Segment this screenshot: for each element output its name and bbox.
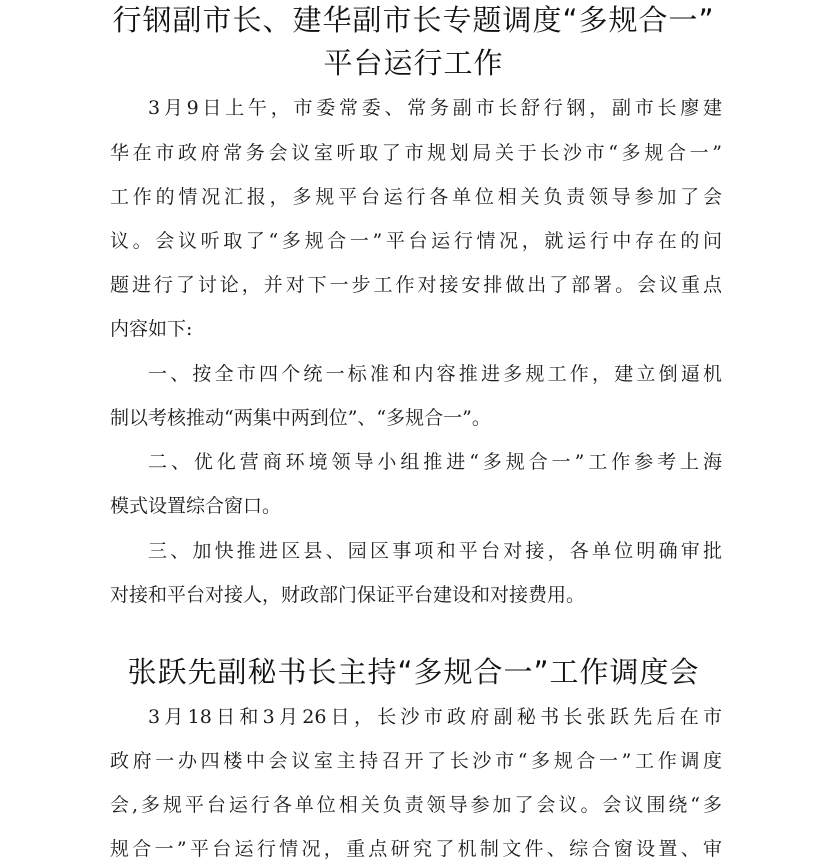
article1-item1-line: 一、按全市四个统一标准和内容推进多规工作，建立倒逼机 bbox=[148, 363, 722, 385]
article2-para-line: 规合一”平台运行情况，重点研究了机制文件、综合窗设置、审 bbox=[110, 838, 722, 860]
article1-para1-line: 题进行了讨论，并对下一步工作对接安排做出了部署。会议重点 bbox=[110, 274, 722, 296]
article1-para1-line: 议。会议听取了“多规合一”平台运行情况，就运行中存在的问 bbox=[110, 230, 722, 252]
article1-para1-line: 3月9日上午，市委常委、常务副市长舒行钢，副市长廖建 bbox=[148, 97, 722, 119]
article2-para-line: 3月18日和3月26日，长沙市政府副秘书长张跃先后在市 bbox=[148, 706, 722, 728]
article1-para1-line: 内容如下: bbox=[110, 318, 193, 340]
article2-para-line: 政府一办四楼中会议室主持召开了长沙市“多规合一”工作调度 bbox=[110, 750, 722, 772]
article1-item2-line: 二、优化营商环境领导小组推进“多规合一”工作参考上海 bbox=[148, 451, 722, 473]
article1-title-line2: 平台运行工作 bbox=[323, 46, 504, 80]
article2-para-line: 会,多规平台运行各单位相关负责领导参加了会议。会议围绕“多 bbox=[110, 794, 722, 816]
article1-item3-line: 三、加快推进区县、园区事项和平台对接，各单位明确审批 bbox=[148, 540, 722, 562]
article1-title-line1: 行钢副市长、建华副市长专题调度“多规合一” bbox=[112, 3, 715, 37]
article1-para1-line: 华在市政府常务会议室听取了市规划局关于长沙市“多规合一” bbox=[110, 142, 722, 164]
article1-item2-line: 模式设置综合窗口。 bbox=[110, 495, 282, 517]
article2-title: 张跃先副秘书长主持“多规合一”工作调度会 bbox=[127, 655, 700, 689]
article1-item3-line: 对接和平台对接人，财政部门保证平台建设和对接费用。 bbox=[110, 584, 586, 606]
article1-para1-line: 工作的情况汇报，多规平台运行各单位相关负责领导参加了会 bbox=[110, 186, 722, 208]
article1-item1-line: 制以考核推动“两集中两到位”、“多规合一”。 bbox=[110, 407, 491, 429]
